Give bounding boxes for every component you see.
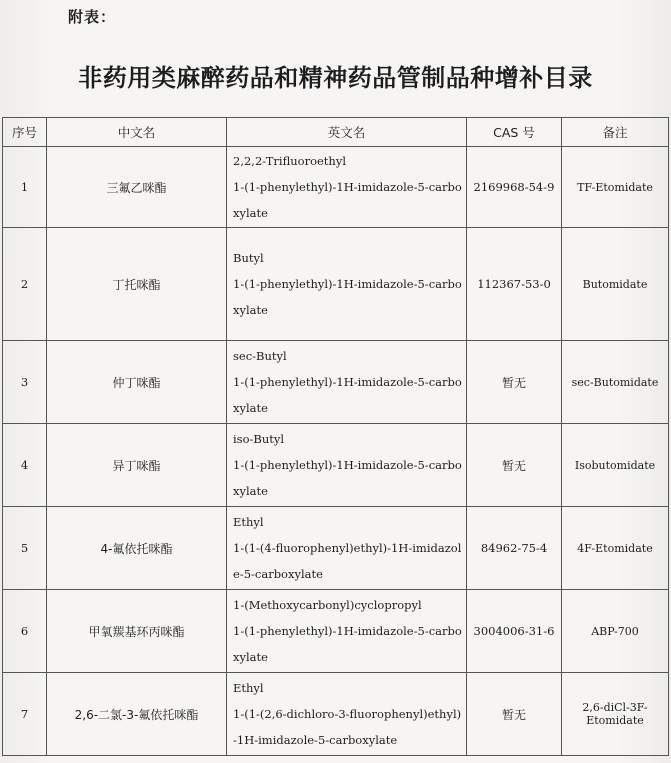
- table-row: [3, 228, 669, 341]
- supplementary-list-table: [2, 117, 669, 756]
- cn-name-cell: 异丁咪酯: [47, 424, 227, 507]
- en-name-line: sec-Butyl: [233, 349, 287, 363]
- cn-name-cell: 仲丁咪酯: [47, 341, 227, 424]
- table-row: [3, 341, 669, 424]
- en-name-line: -1H-imidazole-5-carboxylate: [233, 733, 398, 747]
- note-cell: Isobutomidate: [562, 424, 669, 507]
- cas-cell: 84962-75-4: [467, 507, 562, 590]
- seq-cell: 6: [3, 590, 47, 673]
- header-seq: 序号: [3, 118, 47, 147]
- en-name-line: xylate: [233, 206, 268, 220]
- en-name-cell: [227, 507, 467, 590]
- note-cell: ABP-700: [562, 590, 669, 673]
- seq-cell: 1: [3, 147, 47, 228]
- table-header-row: [3, 118, 669, 147]
- en-name-line: 1-(1-phenylethyl)-1H-imidazole-5-carbo: [233, 180, 462, 194]
- table-row: [3, 673, 669, 756]
- header-cn-name: 中文名: [47, 118, 227, 147]
- cas-cell: 112367-53-0: [467, 228, 562, 341]
- cas-cell: 2169968-54-9: [467, 147, 562, 228]
- note-cell: 4F-Etomidate: [562, 507, 669, 590]
- table-row: [3, 424, 669, 507]
- cas-cell: 暂无: [467, 673, 562, 756]
- seq-cell: 7: [3, 673, 47, 756]
- en-name-cell: [227, 424, 467, 507]
- en-name-line: Butyl: [233, 251, 264, 265]
- en-name-cell: [227, 228, 467, 341]
- cas-cell: 暂无: [467, 424, 562, 507]
- header-cas: CAS 号: [467, 118, 562, 147]
- cn-name-cell: 甲氧羰基环丙咪酯: [47, 590, 227, 673]
- en-name-line: 1-(1-(2,6-dichloro-3-fluorophenyl)ethyl): [233, 707, 462, 721]
- en-name-cell: [227, 341, 467, 424]
- en-name-cell: [227, 590, 467, 673]
- cas-cell: 3004006-31-6: [467, 590, 562, 673]
- en-name-line: 2,2,2-Trifluoroethyl: [233, 154, 347, 168]
- seq-cell: 3: [3, 341, 47, 424]
- en-name-line: 1-(1-phenylethyl)-1H-imidazole-5-carbo: [233, 458, 462, 472]
- note-cell: sec-Butomidate: [562, 341, 669, 424]
- en-name-line: xylate: [233, 401, 268, 415]
- en-name-line: iso-Butyl: [233, 432, 285, 446]
- cn-name-cell: 丁托咪酯: [47, 228, 227, 341]
- table-row: [3, 147, 669, 228]
- table-row: [3, 590, 669, 673]
- header-note: 备注: [562, 118, 669, 147]
- en-name-line: Ethyl: [233, 515, 264, 529]
- cn-name-cell: 2,6-二氯-3-氟依托咪酯: [47, 673, 227, 756]
- seq-cell: 5: [3, 507, 47, 590]
- en-name-line: xylate: [233, 303, 268, 317]
- header-en-name: 英文名: [227, 118, 467, 147]
- en-name-line: 1-(1-phenylethyl)-1H-imidazole-5-carbo: [233, 277, 462, 291]
- en-name-cell: [227, 673, 467, 756]
- appendix-label: 附表：: [68, 8, 117, 26]
- cn-name-cell: 三氟乙咪酯: [47, 147, 227, 228]
- en-name-line: 1-(Methoxycarbonyl)cyclopropyl: [233, 598, 422, 612]
- en-name-line: 1-(1-phenylethyl)-1H-imidazole-5-carbo: [233, 375, 462, 389]
- en-name-line: 1-(1-(4-fluorophenyl)ethyl)-1H-imidazol: [233, 541, 462, 555]
- table-row: [3, 507, 669, 590]
- seq-cell: 2: [3, 228, 47, 341]
- page-title: 非药用类麻醉药品和精神药品管制品种增补目录: [78, 64, 593, 92]
- note-cell: Butomidate: [562, 228, 669, 341]
- note-cell: TF-Etomidate: [562, 147, 669, 228]
- en-name-line: Ethyl: [233, 681, 264, 695]
- en-name-cell: [227, 147, 467, 228]
- note-cell: 2,6-diCl-3F-Etomidate: [562, 673, 669, 756]
- cn-name-cell: 4-氟依托咪酯: [47, 507, 227, 590]
- en-name-line: 1-(1-phenylethyl)-1H-imidazole-5-carbo: [233, 624, 462, 638]
- cas-cell: 暂无: [467, 341, 562, 424]
- en-name-line: e-5-carboxylate: [233, 567, 323, 581]
- en-name-line: xylate: [233, 650, 268, 664]
- en-name-line: xylate: [233, 484, 268, 498]
- seq-cell: 4: [3, 424, 47, 507]
